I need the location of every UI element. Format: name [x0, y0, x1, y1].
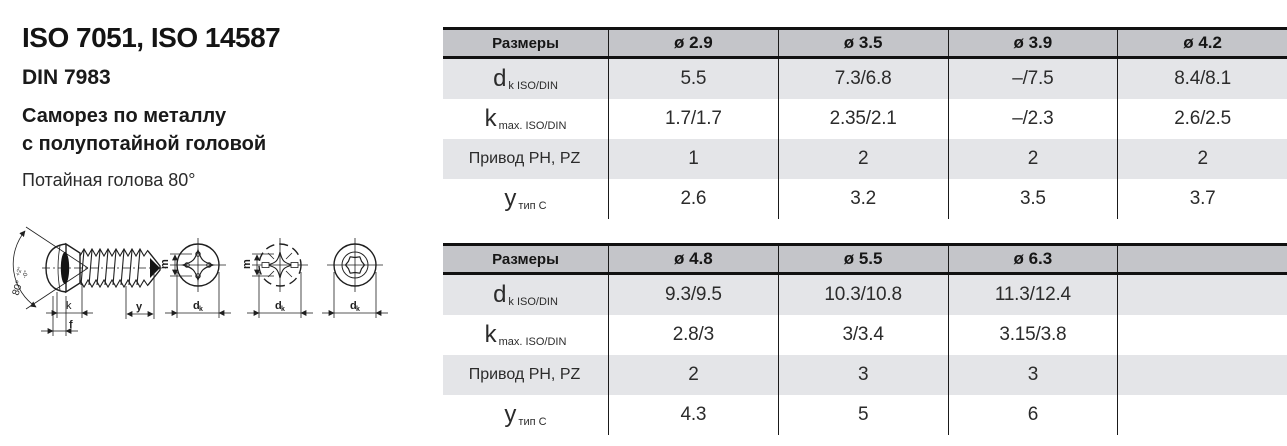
screw-side-view	[10, 227, 166, 336]
screw-technical-drawing	[0, 222, 430, 362]
cell-value-empty	[1117, 275, 1287, 315]
cell-value: 9.3/9.5	[608, 275, 778, 315]
cell-value: –/2.3	[948, 99, 1118, 139]
angle-tol-minus: -0°	[22, 269, 31, 280]
row-label-dk: d	[493, 281, 507, 308]
row-label-y: y	[504, 401, 517, 428]
table-row	[443, 179, 1287, 219]
dim-label-m-ph: m	[159, 259, 171, 269]
pozidriv-head-view	[241, 238, 313, 318]
row-label-kmax: k	[484, 105, 497, 132]
cell-value: 2	[948, 139, 1118, 179]
cell-value: 2.6/2.5	[1117, 99, 1287, 139]
cell-value: 3	[948, 355, 1118, 395]
dim-label-f: f	[69, 319, 73, 331]
cell-value: –/7.5	[948, 59, 1118, 99]
cell-value: 11.3/12.4	[948, 275, 1118, 315]
description-line-2: с полупотайной головой	[22, 133, 267, 155]
cell-value-empty	[1117, 355, 1287, 395]
cell-value: 5	[778, 395, 948, 435]
cell-value: 2.8/3	[608, 315, 778, 355]
header-diameter: ø 4.8	[608, 246, 778, 272]
cell-value: 4.3	[608, 395, 778, 435]
dim-label-dk-pz: d	[275, 300, 282, 312]
cell-value: 10.3/10.8	[778, 275, 948, 315]
row-label-drive: Привод PH, PZ	[468, 150, 581, 167]
description-line-1: Саморез по металлу	[22, 105, 227, 127]
torx-head-view	[322, 238, 388, 318]
header-diameter-empty	[1117, 246, 1287, 272]
row-label-kmax: k	[484, 321, 497, 348]
cell-value: 3.2	[778, 179, 948, 219]
dim-f	[41, 296, 78, 336]
row-label-y-sub: тип C	[518, 416, 547, 428]
row-label-y: y	[504, 185, 517, 212]
cell-value: 8.4/8.1	[1117, 59, 1287, 99]
dim-label-angle	[10, 266, 31, 297]
table-row	[443, 59, 1287, 99]
thread	[80, 249, 148, 287]
recess-section	[61, 252, 69, 284]
table-row	[443, 99, 1287, 139]
cell-value: 2	[1117, 139, 1287, 179]
dim-label-dk-torx: d	[350, 300, 357, 312]
table-row	[443, 355, 1287, 395]
row-label-dk: d	[493, 65, 507, 92]
table-header-row	[443, 246, 1287, 275]
cell-value: 7.3/6.8	[778, 59, 948, 99]
angle-tol-plus: +2°	[15, 266, 25, 278]
cell-value: 2	[778, 139, 948, 179]
angle-value: 80°	[10, 279, 26, 297]
dim-label-dk-ph: d	[193, 300, 200, 312]
dim-label-dk-sub-ph: k	[199, 306, 203, 313]
dim-label-k: k	[66, 300, 72, 312]
row-label-dk-sub: k ISO/DIN	[508, 296, 558, 308]
header-diameter: ø 3.5	[778, 30, 948, 56]
spec-table-small-sizes	[443, 27, 1287, 219]
cell-value: 6	[948, 395, 1118, 435]
cell-value: 1.7/1.7	[608, 99, 778, 139]
dim-y	[126, 272, 154, 319]
cell-value: 2.6	[608, 179, 778, 219]
table-row	[443, 395, 1287, 435]
cell-value: 3/3.4	[778, 315, 948, 355]
cell-value: 3	[778, 355, 948, 395]
standard-din: DIN 7983	[22, 66, 111, 89]
row-label-drive: Привод PH, PZ	[468, 366, 581, 383]
table-row	[443, 315, 1287, 355]
row-label-y-sub: тип C	[518, 200, 547, 212]
row-label-kmax-sub: max. ISO/DIN	[498, 336, 567, 348]
header-diameter: ø 4.2	[1117, 30, 1287, 56]
table-row	[443, 275, 1287, 315]
cell-value: 5.5	[608, 59, 778, 99]
cell-value-empty	[1117, 315, 1287, 355]
dim-label-dk-sub-torx: k	[356, 306, 360, 313]
header-diameter: ø 3.9	[948, 30, 1118, 56]
header-diameter: ø 6.3	[948, 246, 1118, 272]
cell-value: 2	[608, 355, 778, 395]
row-label-kmax-sub: max. ISO/DIN	[498, 120, 567, 132]
product-description	[22, 102, 266, 158]
header-diameter: ø 5.5	[778, 246, 948, 272]
cell-value: 3.5	[948, 179, 1118, 219]
table-row	[443, 139, 1287, 179]
cell-value: 1	[608, 139, 778, 179]
cell-value: 2.35/2.1	[778, 99, 948, 139]
page-title: ISO 7051, ISO 14587	[22, 22, 281, 53]
row-label-dk-sub: k ISO/DIN	[508, 80, 558, 92]
cell-value: 3.7	[1117, 179, 1287, 219]
cell-value: 3.15/3.8	[948, 315, 1118, 355]
header-sizes-label: Размеры	[492, 250, 559, 268]
header-diameter: ø 2.9	[608, 30, 778, 56]
phillips-head-view	[159, 238, 231, 318]
cell-value-empty	[1117, 395, 1287, 435]
dim-label-m-pz: m	[241, 259, 253, 269]
table-header-row	[443, 30, 1287, 59]
spec-table-large-sizes	[443, 243, 1287, 435]
head-type-note: Потайная голова 80°	[22, 170, 196, 190]
dim-label-y: y	[136, 301, 143, 313]
header-sizes-label: Размеры	[492, 34, 559, 52]
dim-label-dk-sub-pz: k	[281, 306, 285, 313]
